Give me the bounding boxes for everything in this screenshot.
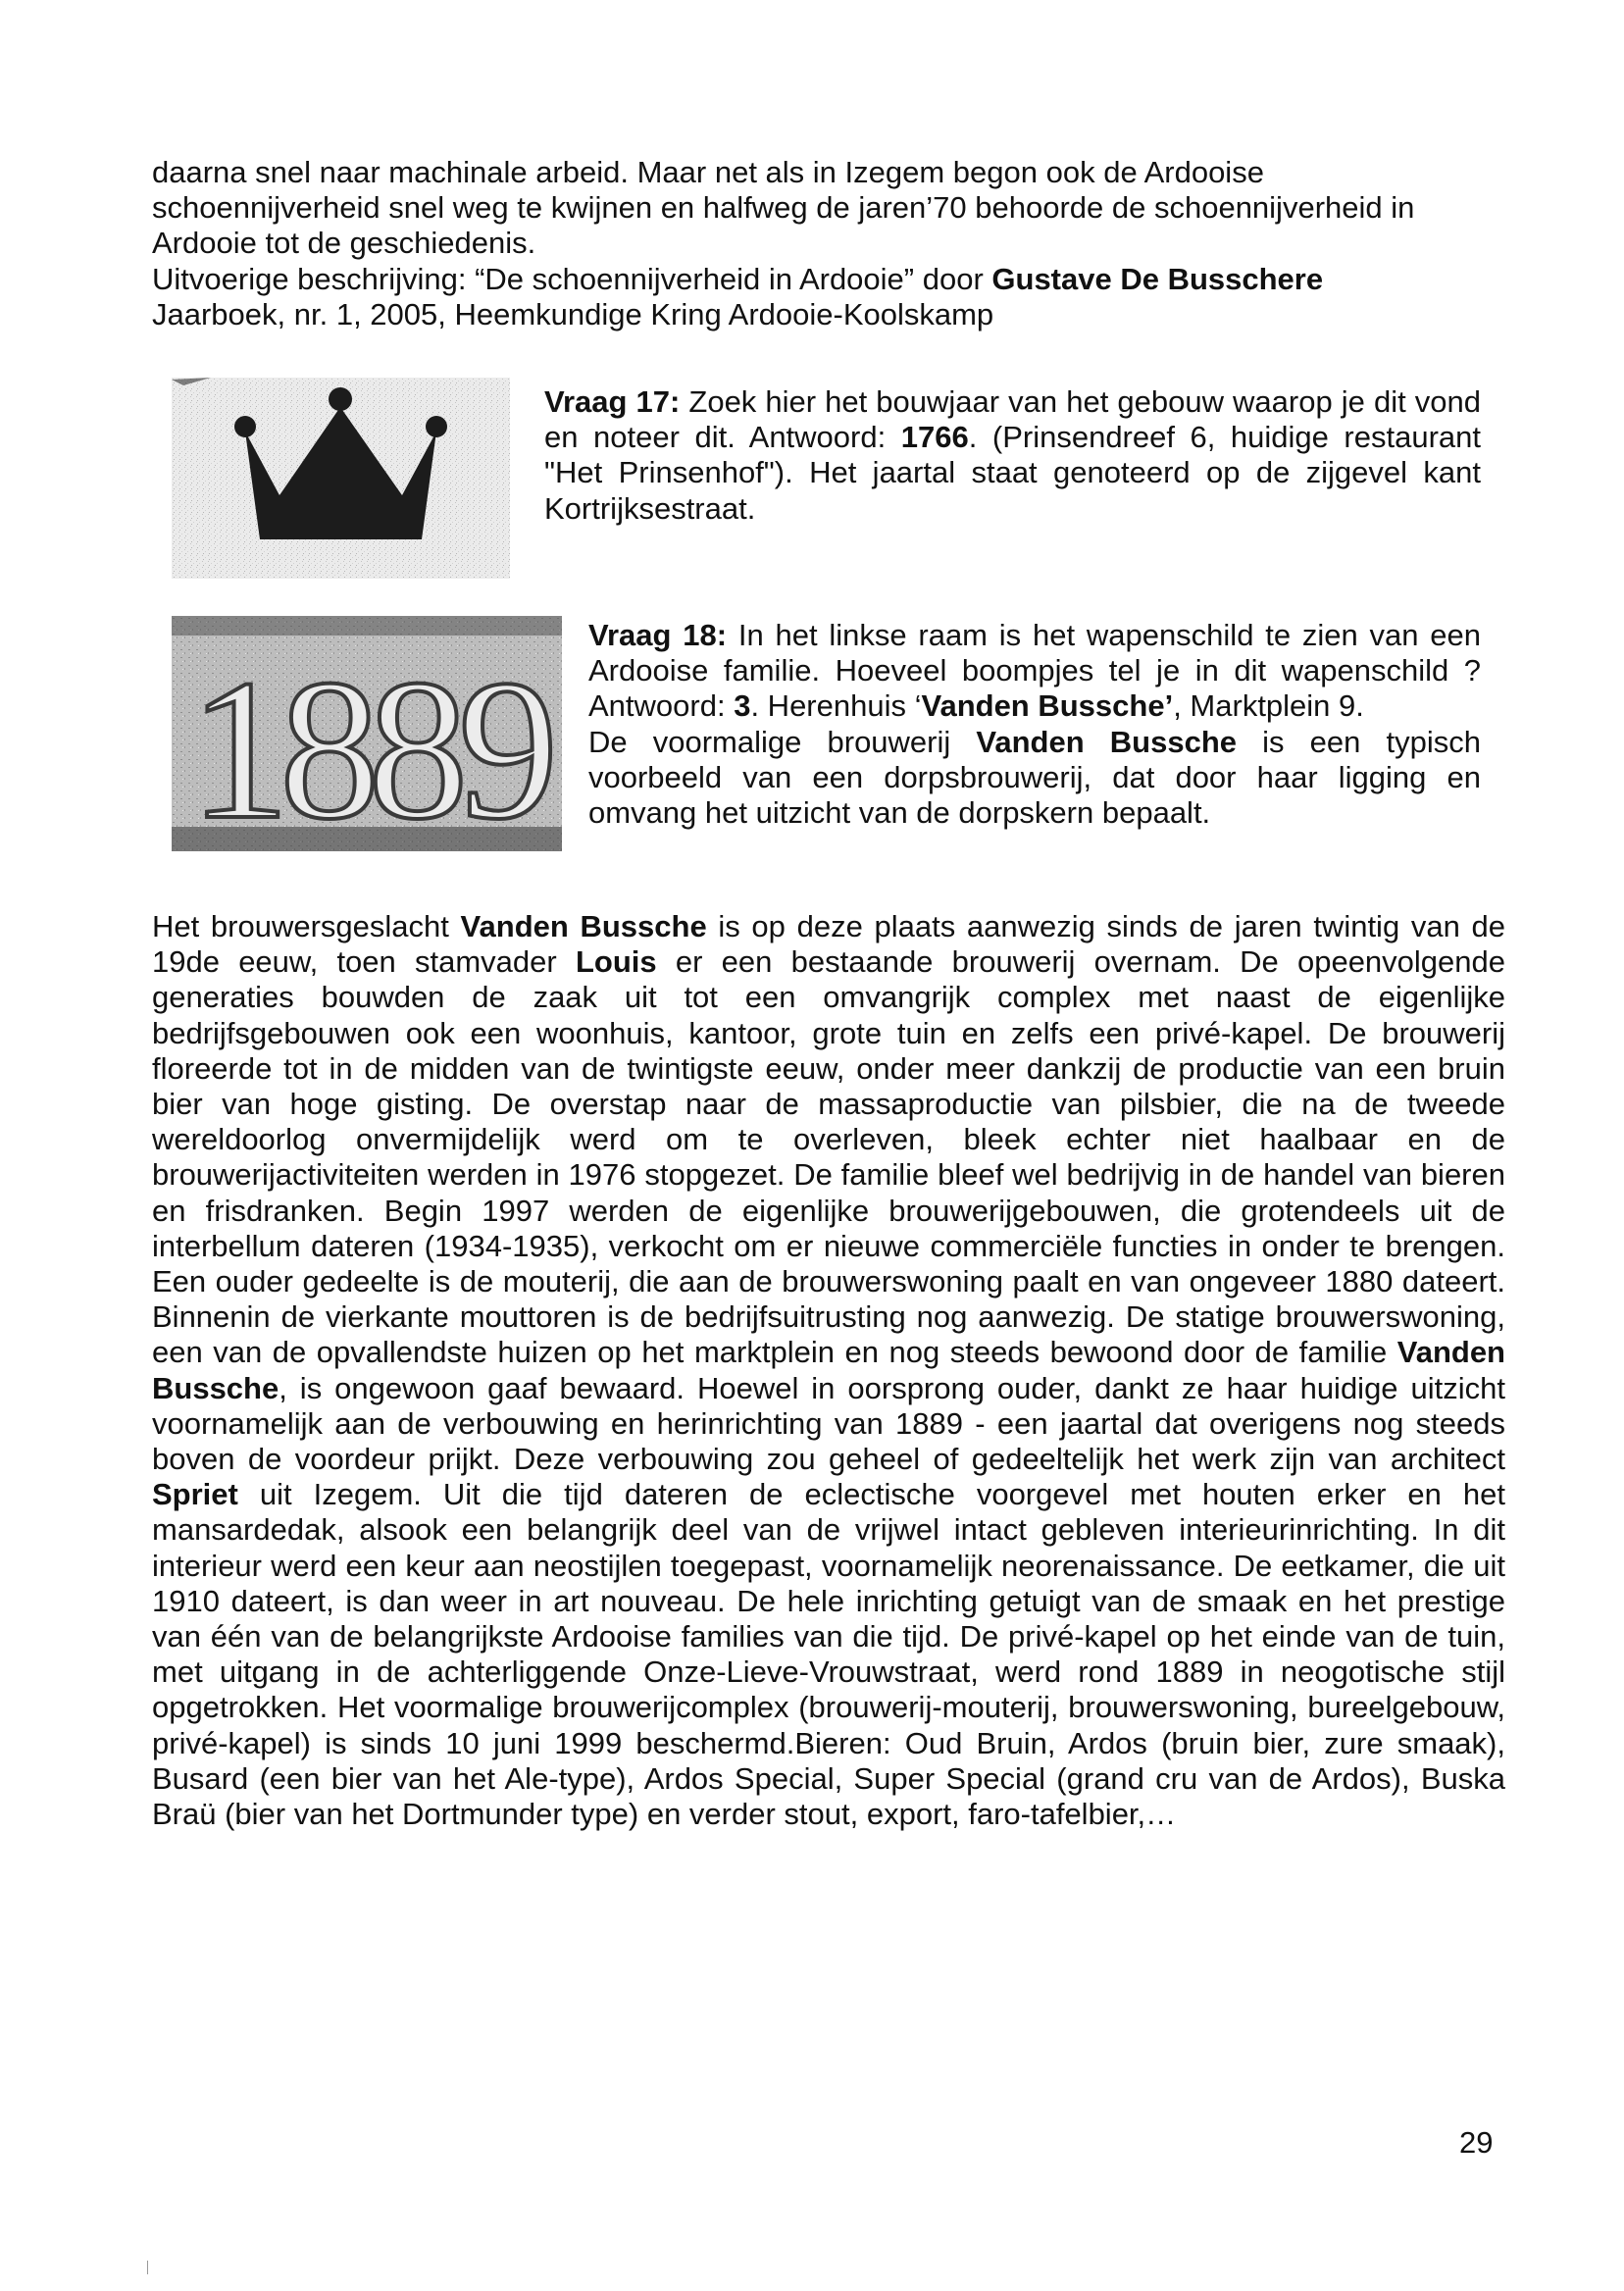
q17-answer: 1766 [900, 420, 969, 455]
question-17 [544, 384, 1481, 527]
year-stone-image [172, 616, 562, 851]
year-1889-photo [172, 616, 562, 851]
q18-text-b: . Herenhuis ‘ [750, 688, 922, 724]
brewery-history-paragraph [152, 909, 1505, 1832]
reference-author: Gustave De Busschere [991, 261, 1324, 296]
q18-house-name: Vanden Bussche’ [921, 688, 1174, 724]
body-name-spriet: Spriet [152, 1477, 238, 1512]
q18-answer: 3 [734, 688, 751, 724]
question-18 [588, 618, 1481, 831]
body-segment: is op deze plaats aanwezig sinds de jaren twintig van de 19de eeuw, toen stamvader [152, 909, 1505, 980]
body-segment: Het brouwersgeslacht [152, 909, 461, 943]
q18-text-a: In het linkse raam is het wapenschild te zien van een Ardooise familie. Hoeveel boompjes tel je in dit wapenschild ? Antwoord: [588, 618, 1481, 724]
digit: 1 [189, 638, 290, 851]
body-segment: uit Izegem. Uit die tijd dateren de eclectische voorgevel met houten erker en het mansardedak, alsook een belangrijk deel van de vrijwel intact gebleven interieurinrichting. In dit interieur werd een keur aan neostijlen toegepast, voornamelijk neorenaissance. De eetkamer, die uit 1910 dateert, is dan weer in art nouveau. De hele inrichting getuigt van de smaak en het prestige van één van de belangrijkste Ardooise families van die tijd. De privé-kapel op het einde van de tuin, met uitgang in de achterliggende Onze-Lieve-Vrouwstraat, werd rond 1889 in neogotische stijl opgetrokken. Het voormalige brouwerijcomplex (brouwerij-mouterij, brouwerswoning, bureelgebouw, privé-kapel) is sinds 10 juni 1999 beschermd.Bieren: Oud Bruin, Ardos (bruin bier, zure smaak), Busard (een bier van het Ale-type), Ardos Special, Super Special (grand cru van de Ardos), Buska Braü (bier van het Dortmunder type) en verder stout, export, faro-tafelbier,… [152, 1477, 1505, 1832]
intro-paragraph [152, 155, 1500, 332]
q18-brewery-name: Vanden Bussche [976, 724, 1238, 759]
scan-mark [147, 2261, 148, 2274]
digit: 9 [458, 638, 559, 851]
q18-text-c: , Marktplein 9. [1173, 688, 1364, 724]
body-name-vanden-bussche: Vanden Bussche [152, 1335, 1505, 1405]
page-number: 29 [1459, 2125, 1494, 2160]
body-name-vanden-bussche: Vanden Bussche [460, 909, 707, 943]
crown-icon [172, 378, 510, 579]
reference-prefix: Uitvoerige beschrijving: “De schoennijverheid in Ardooie” door [152, 261, 992, 296]
reference-line [152, 262, 1500, 297]
body-segment: er een bestaande brouwerij overnam. De opeenvolgende generaties bouwden de zaak uit tot een omvangrijk complex met naast de eigenlijke bedrijfsgebouwen ook een woonhuis, kantoor, grote tuin en zelfs een privé-kapel. De brouwerij floreerde tot in de midden van de twintigste eeuw, onder meer dankzij de productie van een bruin bier van hoge gisting. De overstap naar de massaproductie van pilsbier, die na de tweede wereldoorlog onvermijdelijk werd om te overleven, bleek echter niet haalbaar en de brouwerijactiviteiten werden in 1976 stopgezet. De familie bleef wel bedrijvig in de handel van bieren en frisdranken. Begin 1997 werden de eigenlijke brouwerijgebouwen, die grotendeels uit de interbellum dateren (1934-1935), verkocht om er nieuwe commerciële functies in onder te brengen. Een ouder gedeelte is de mouterij, die aan de brouwerswoning paalt en van ongeveer 1880 dateert. Binnenin de vierkante mouttoren is de bedrijfsuitrusting nog aanwezig. De statige brouwerswoning, een van de opvallendste huizen op het marktplein en nog steeds bewoond door de familie [152, 944, 1506, 1370]
body-segment: , is ongewoon gaaf bewaard. Hoewel in oorsprong ouder, dankt ze haar huidige uitzicht voornamelijk aan de verbouwing en herinrichting van 1889 - een jaartal dat overigens nog steeds boven de voordeur prijkt. Deze verbouwing zou geheel of gedeeltelijk het werk zijn van architect [152, 1370, 1505, 1477]
digit: 8 [279, 638, 381, 851]
q18-sub-b: is een typisch voorbeeld van een dorpsbrouwerij, dat door haar ligging en omvang het uitzicht van de dorpskern bepaalt. [588, 724, 1481, 831]
q18-label: Vraag 18: [588, 618, 728, 652]
reference-source: Jaarboek, nr. 1, 2005, Heemkundige Kring Ardooie-Koolskamp [152, 296, 994, 331]
q17-label: Vraag 17: [544, 384, 681, 419]
q18-sub-a: De voormalige brouwerij [588, 724, 977, 759]
q17-text-a: Zoek hier het bouwjaar van het gebouw waarop je dit vond en noteer dit. Antwoord: [544, 384, 1481, 455]
q17-text-b: . (Prinsendreef 6, huidige restaurant "Het Prinsenhof"). Het jaartal staat genoteerd op de zijgevel kant Kortrijksestraat. [544, 420, 1481, 526]
intro-text: daarna snel naar machinale arbeid. Maar net als in Izegem begon ook de Ardooise schoennijverheid snel weg te kwijnen en halfweg de jaren’70 behoorde de schoennijverheid in Ardooie tot de geschiedenis. [152, 155, 1415, 261]
digit: 8 [368, 638, 469, 851]
crown-photo [172, 378, 510, 579]
body-name-louis: Louis [575, 944, 657, 980]
